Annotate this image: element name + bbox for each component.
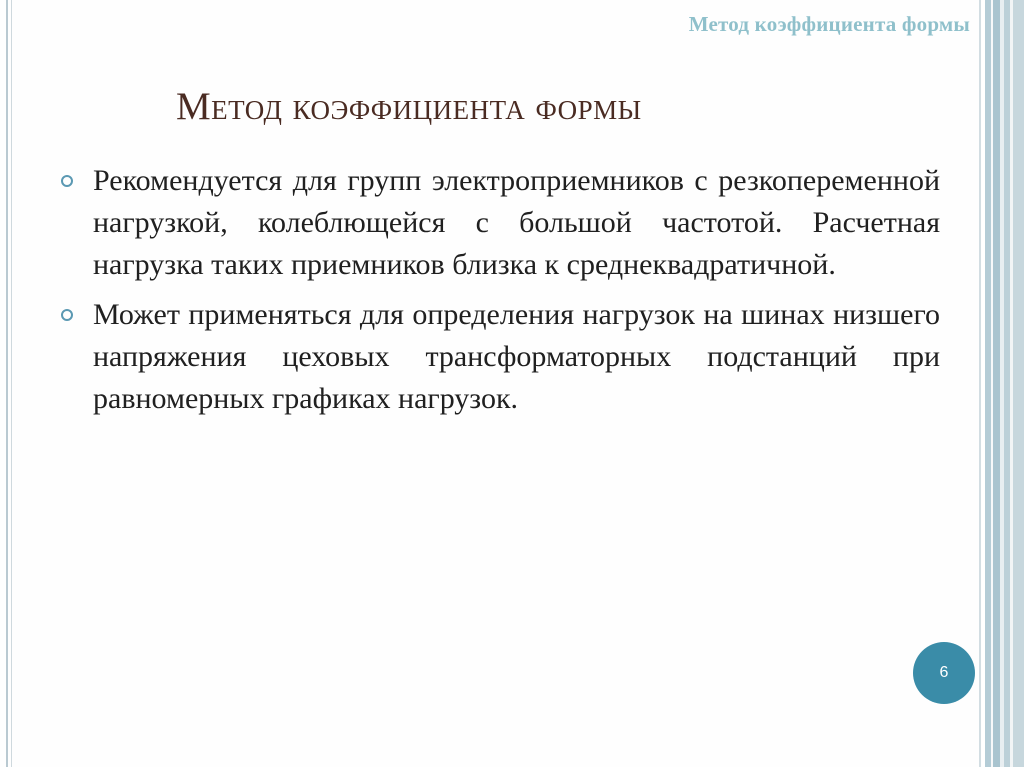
ring-bullet-icon <box>61 309 73 321</box>
stripe <box>993 0 1000 767</box>
stripe <box>979 0 981 767</box>
slide-title: Метод коэффициента формы <box>176 85 642 128</box>
bullet-text: Рекомендуется для групп электроприемников с резкопеременной нагрузкой, колеблющейся с большой частотой. Расчетная нагрузка таких приемников близка к среднеквадратичной. <box>93 164 940 281</box>
left-border-line-inner <box>11 0 12 767</box>
page-number: 6 <box>939 664 949 681</box>
page-number-badge <box>913 642 975 704</box>
ring-bullet-icon <box>61 175 73 187</box>
list-item <box>60 160 940 286</box>
list-item <box>60 294 940 420</box>
stripe <box>1013 0 1024 767</box>
bullet-text: Может применяться для определения нагрузок на шинах низшего напряжения цеховых трансформаторных подстанций при равномерных графиках нагрузок. <box>93 298 940 415</box>
left-border-line <box>6 0 8 767</box>
right-decorative-stripes <box>979 0 1024 767</box>
bullet-list <box>60 160 940 428</box>
header-title: Метод коэффициента формы <box>688 12 970 36</box>
